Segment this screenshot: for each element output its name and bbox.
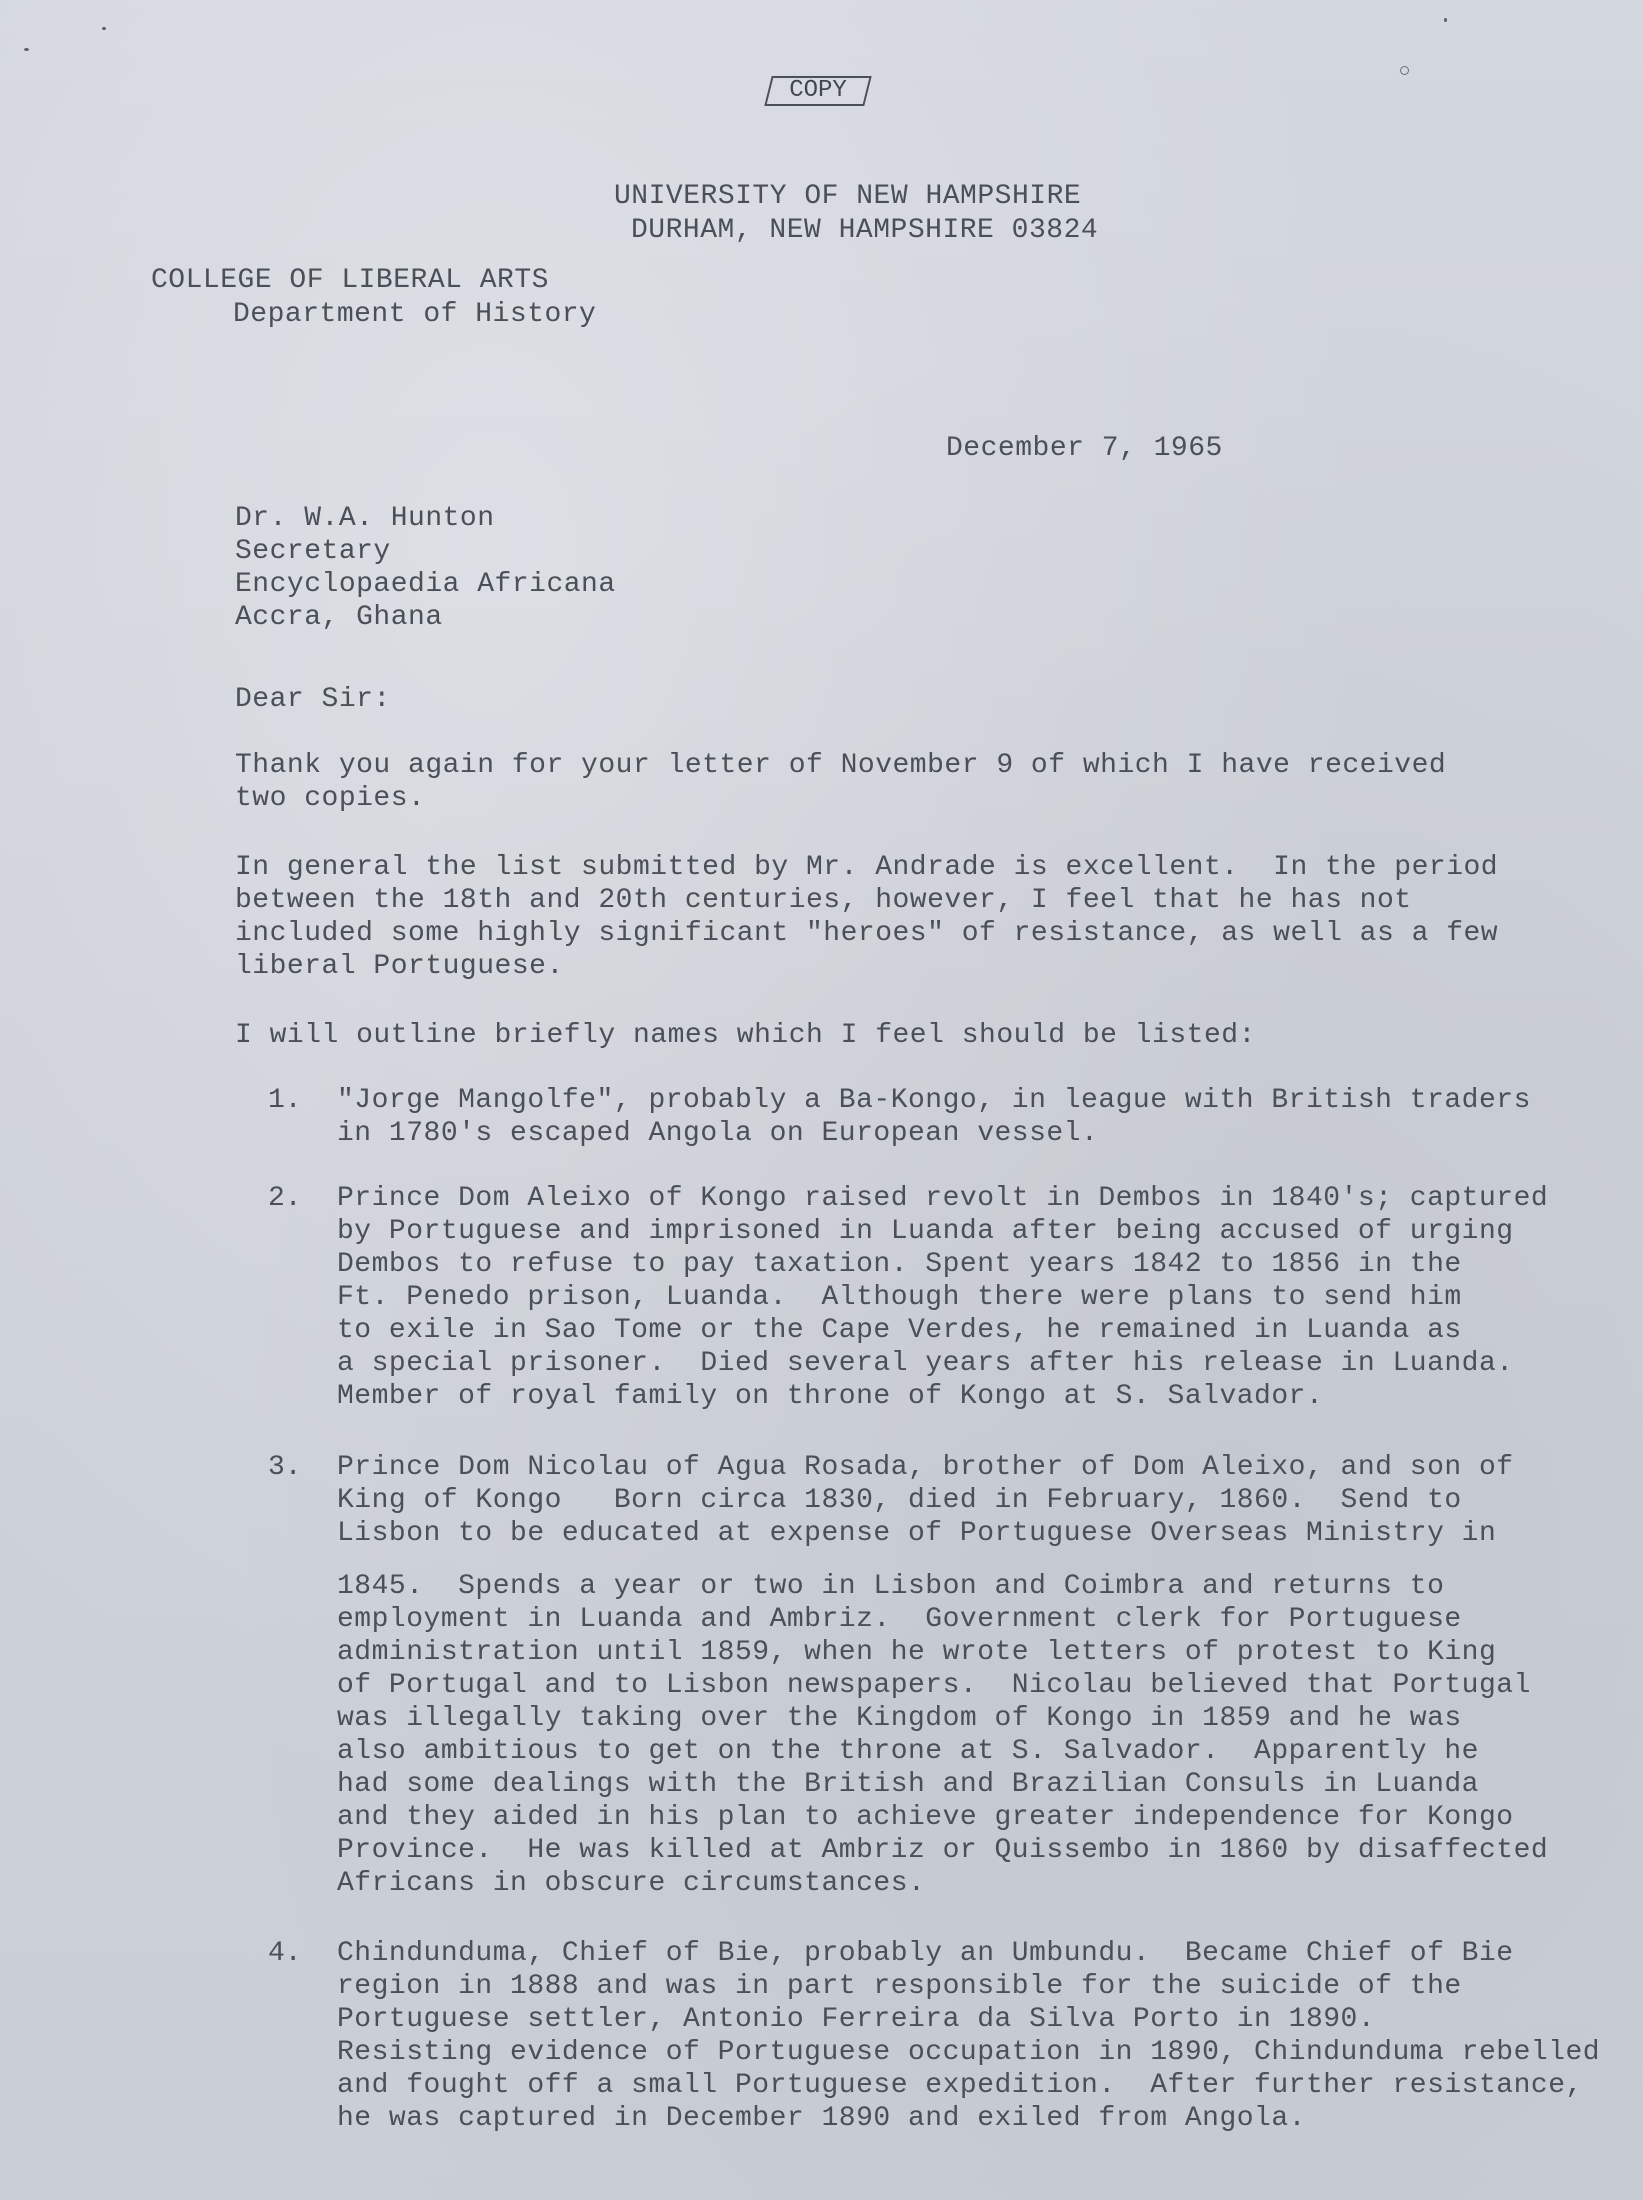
list-item-line: Province. He was killed at Ambriz or Quissembo in 1860 by disaffected <box>337 1835 1549 1866</box>
list-item-line: a special prisoner. Died several years after his release in Luanda. <box>337 1348 1514 1379</box>
list-item-line: and they aided in his plan to achieve greater independence for Kongo <box>337 1802 1514 1833</box>
list-item-line: 1845. Spends a year or two in Lisbon and Coimbra and returns to <box>337 1571 1445 1602</box>
list-item-line: Dembos to refuse to pay taxation. Spent years 1842 to 1856 in the <box>337 1249 1462 1280</box>
list-item-line: by Portuguese and imprisoned in Luanda after being accused of urging <box>337 1216 1514 1247</box>
list-item-line: "Jorge Mangolfe", probably a Ba-Kongo, in league with British traders <box>337 1085 1531 1116</box>
list-item-line: region in 1888 and was in part responsible for the suicide of the <box>337 1971 1462 2002</box>
list-item-number: 4. <box>268 1938 302 1969</box>
list-item-line: Member of royal family on throne of Kongo at S. Salvador. <box>337 1381 1324 1412</box>
list-item-line: administration until 1859, when he wrote letters of protest to King <box>337 1637 1497 1668</box>
list-item-line: Africans in obscure circumstances. <box>337 1868 926 1899</box>
recipient-name: Dr. W.A. Hunton <box>235 503 495 534</box>
letterhead-address: DURHAM, NEW HAMPSHIRE 03824 <box>631 215 1099 246</box>
recipient-organization: Encyclopaedia Africana <box>235 569 616 600</box>
list-item-number: 3. <box>268 1452 302 1483</box>
list-item-line: employment in Luanda and Ambriz. Government clerk for Portuguese <box>337 1604 1462 1635</box>
list-item-line: Prince Dom Nicolau of Agua Rosada, brother of Dom Aleixo, and son of <box>337 1452 1514 1483</box>
list-item-number: 1. <box>268 1085 302 1116</box>
copy-stamp-label: COPY <box>789 77 847 104</box>
recipient-title: Secretary <box>235 536 391 567</box>
paragraph-line: liberal Portuguese. <box>235 951 564 982</box>
list-item-line: Chindunduma, Chief of Bie, probably an Umbundu. Became Chief of Bie <box>337 1938 1514 1969</box>
paragraph-line: I will outline briefly names which I feel should be listed: <box>235 1020 1256 1051</box>
paragraph-line: Thank you again for your letter of November 9 of which I have received <box>235 750 1447 781</box>
list-item-line: was illegally taking over the Kingdom of Kongo in 1859 and he was <box>337 1703 1462 1734</box>
list-item-line: Prince Dom Aleixo of Kongo raised revolt in Dembos in 1840's; captured <box>337 1183 1549 1214</box>
list-item-line: King of Kongo Born circa 1830, died in February, 1860. Send to <box>337 1485 1462 1516</box>
list-item-line: he was captured in December 1890 and exiled from Angola. <box>337 2103 1306 2134</box>
list-item-line: Ft. Penedo prison, Luanda. Although there were plans to send him <box>337 1282 1462 1313</box>
ink-speck <box>1444 18 1447 22</box>
list-item-line: and fought off a small Portuguese expedition. After further resistance, <box>337 2070 1583 2101</box>
list-item-line: Portuguese settler, Antonio Ferreira da Silva Porto in 1890. <box>337 2004 1376 2035</box>
ink-speck <box>102 27 106 30</box>
paragraph-line: between the 18th and 20th centuries, however, I feel that he has not <box>235 885 1412 916</box>
list-item-line: had some dealings with the British and Brazilian Consuls in Luanda <box>337 1769 1479 1800</box>
list-item-line: Lisbon to be educated at expense of Portuguese Overseas Ministry in <box>337 1518 1497 1549</box>
paragraph-line: two copies. <box>235 783 426 814</box>
paragraph-line: included some highly significant "heroes" of resistance, as well as a few <box>235 918 1499 949</box>
list-item-line: in 1780's escaped Angola on European vessel. <box>337 1118 1099 1149</box>
list-item-line: of Portugal and to Lisbon newspapers. Nicolau believed that Portugal <box>337 1670 1531 1701</box>
list-item-number: 2. <box>268 1183 302 1214</box>
letter-date: December 7, 1965 <box>946 433 1223 464</box>
list-item-line: Resisting evidence of Portuguese occupation in 1890, Chindunduma rebelled <box>337 2037 1601 2068</box>
letterhead-college: COLLEGE OF LIBERAL ARTS <box>151 265 549 296</box>
salutation: Dear Sir: <box>235 684 391 715</box>
letterhead-university: UNIVERSITY OF NEW HAMPSHIRE <box>614 181 1082 212</box>
letterhead-department: Department of History <box>233 299 597 330</box>
list-item-line: also ambitious to get on the throne at S. Salvador. Apparently he <box>337 1736 1479 1767</box>
paper-mark <box>1400 66 1409 75</box>
recipient-location: Accra, Ghana <box>235 602 443 633</box>
copy-stamp <box>768 74 868 108</box>
paragraph-line: In general the list submitted by Mr. Andrade is excellent. In the period <box>235 852 1499 883</box>
list-item-line: to exile in Sao Tome or the Cape Verdes, he remained in Luanda as <box>337 1315 1462 1346</box>
ink-speck <box>24 48 29 51</box>
